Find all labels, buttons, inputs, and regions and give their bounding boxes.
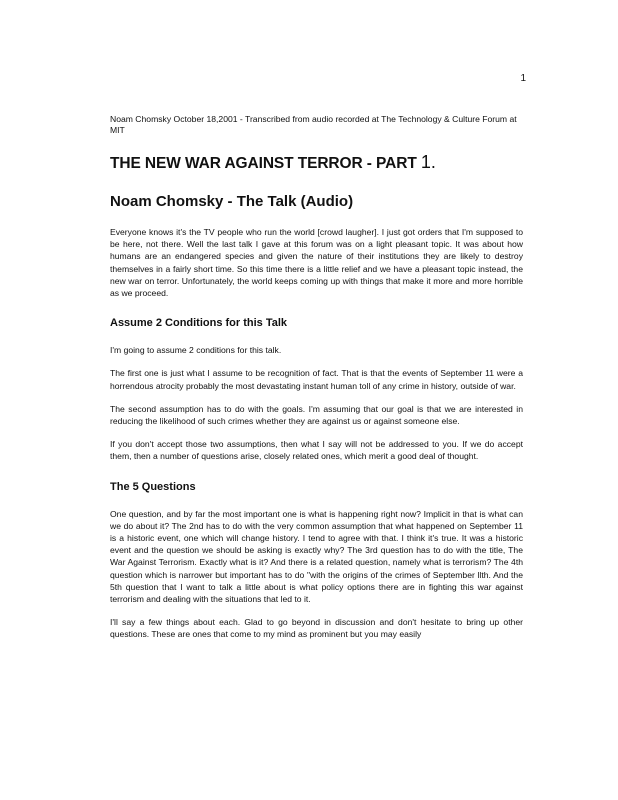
section-heading-questions: The 5 Questions — [110, 480, 196, 493]
title-text: THE NEW WAR AGAINST TERROR - PART — [110, 155, 421, 172]
document-title — [110, 152, 523, 173]
paragraph: I'm going to assume 2 conditions for this talk. — [110, 345, 282, 356]
paragraph: The first one is just what I assume to be recognition of fact. That is that the events of September 11 were a horrendous atrocity probably the most devastating instant human toll of any crime in history, outside of war. — [110, 368, 523, 391]
paragraph: The second assumption has to do with the goals. I'm assuming that our goal is that we are interested in reducing the likelihood of such crimes whether they are against us or against someone else. — [110, 403, 523, 427]
paragraph: If you don't accept those two assumptions, then what I say will not be addressed to you. If we do accept them, then a number of questions arise, closely related ones, which merit a good deal of thought. — [110, 439, 523, 462]
paragraph: One question, and by far the most important one is what is happening right now? Implicit in that is what can we do about it? The 2nd has to do with the very common assumption that what happened on September 11 is a historic event, one which will change history. I tend to agree with that. I think it's true. It was a historic event and the question we should be asking is exactly why? The 3rd question has to do with the title, The War Against Terrorism. Exactly what is it? And there is a related question, namely what is terrorism? The 4th question which is narrower but important has to do "with the origins of the crimes of September llth. And the 5th question that I want to talk a little about is what policy options there are in fighting this war against terrorism and dealing with the situations that led to it. — [110, 508, 523, 605]
transcript-note: Noam Chomsky October 18,2001 - Transcribed from audio recorded at The Technology & Culture Forum at MIT — [110, 114, 517, 135]
page-number: 1 — [520, 73, 526, 84]
author-name: Noam Chomsky — [110, 193, 224, 210]
paragraph: I'll say a few things about each. Glad to go beyond in discussion and don't hesitate to bring up other questions. These are ones that come to my mind as prominent but you may easily — [110, 617, 523, 640]
intro-paragraph: Everyone knows it's the TV people who run the world [crowd laugher]. I just got orders that I'm supposed to be here, not there. Well the last talk I gave at this forum was on a light pleasant topic. It was about how humans are an endangered species and given the nature of their institutions they are likely to destroy themselves in a fairly short time. So this time there is a little relief and we have a pleasant topic instead, the new war on terror. Unfortunately, the world keeps coming up with things that make it more and more horrible as we proceed. — [110, 227, 523, 299]
document-body — [110, 114, 523, 652]
subtitle-rest: - The Talk (Audio) — [223, 193, 354, 210]
section-heading-assumptions: Assume 2 Conditions for this Talk — [110, 317, 288, 330]
document-subtitle — [110, 193, 523, 210]
title-part-number: 1. — [420, 152, 436, 172]
